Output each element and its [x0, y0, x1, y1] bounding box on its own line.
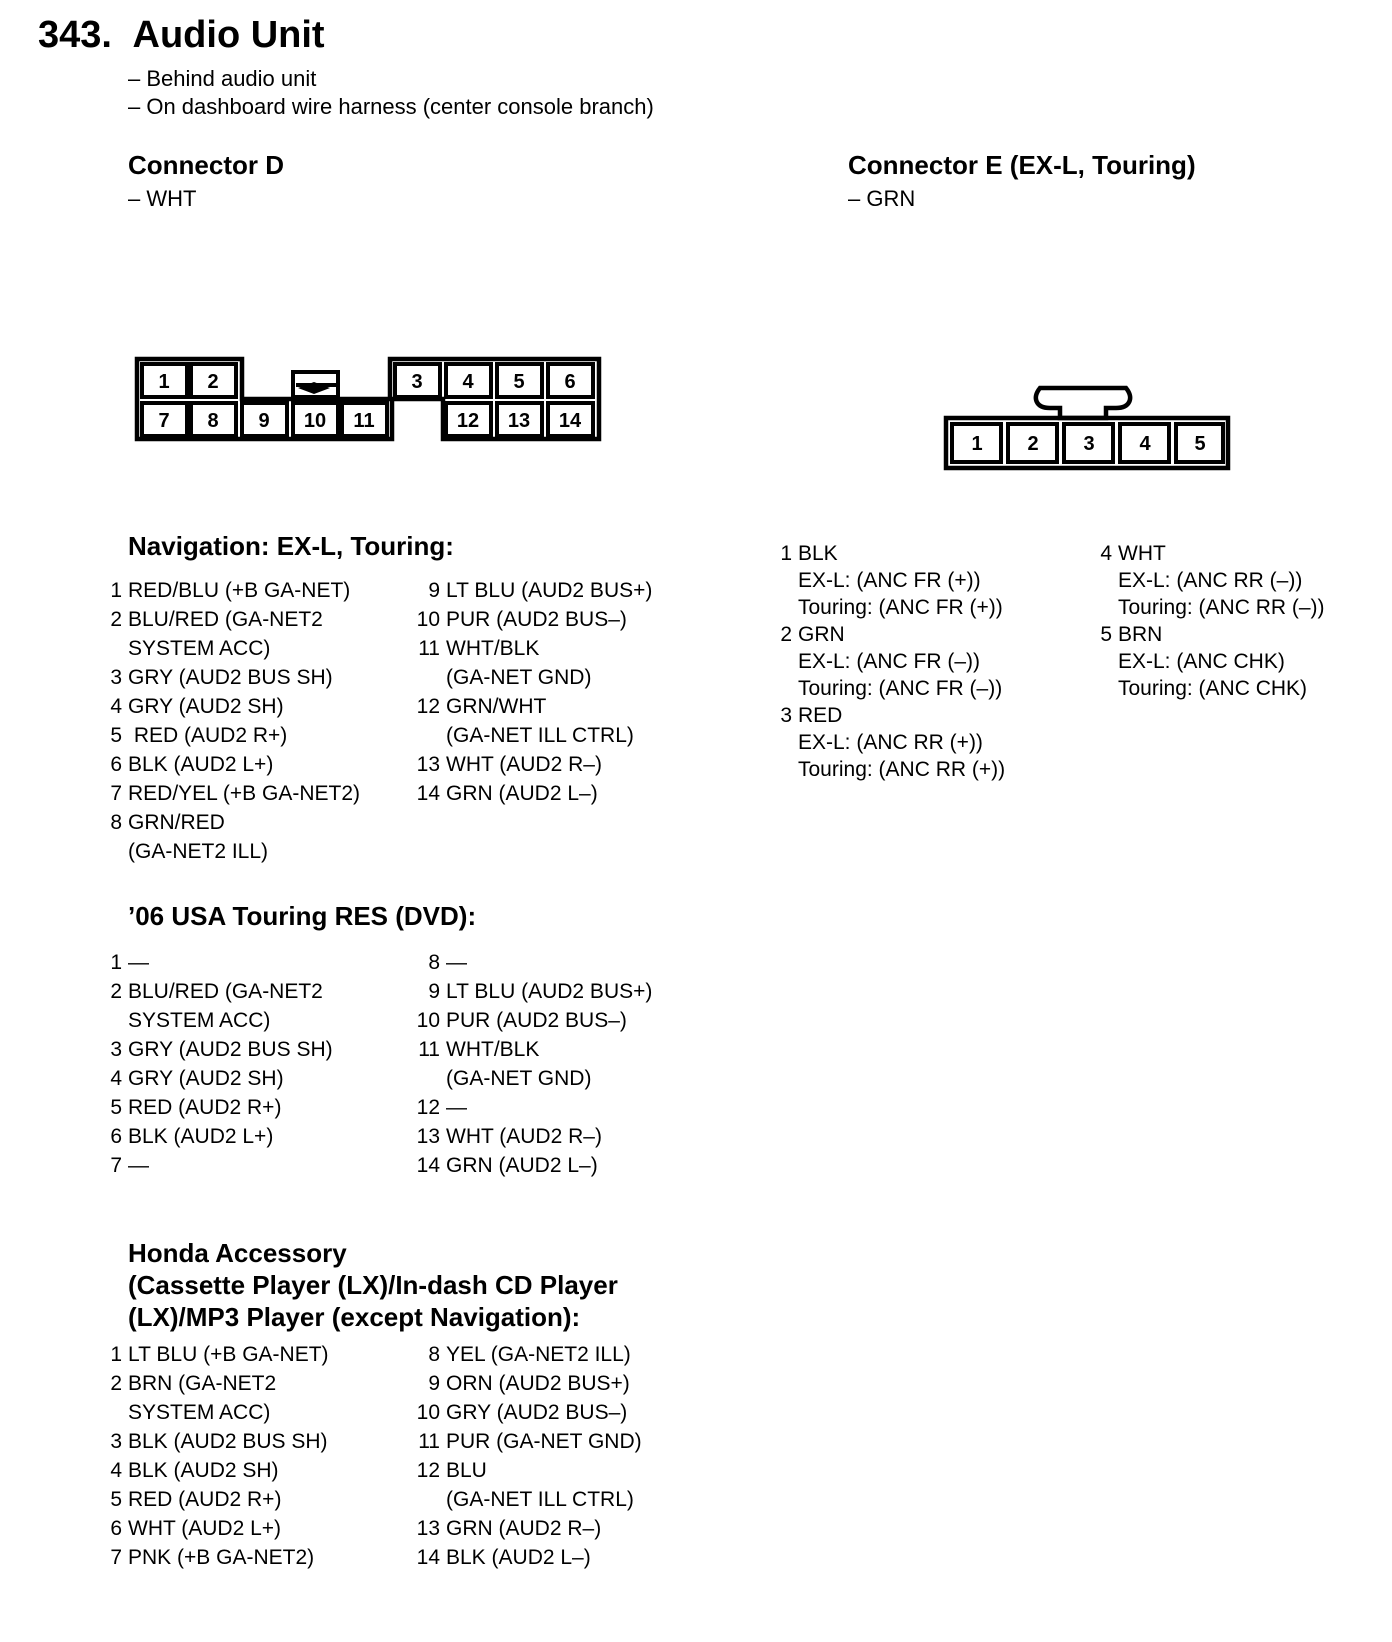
pin-entry — [102, 1122, 333, 1151]
pin-entry — [414, 750, 652, 779]
pin-description: (GA-NET ILL CTRL) — [446, 724, 634, 747]
pin-number: 1 — [110, 951, 122, 974]
pin-description: WHT (AUD2 L+) — [128, 1517, 282, 1540]
pin-entry — [414, 977, 652, 1006]
pin-description: PUR (GA-NET GND) — [446, 1430, 642, 1453]
pin-description: GRN/RED — [128, 811, 225, 834]
pin-description: SYSTEM ACC) — [128, 637, 271, 660]
pin-entry — [102, 1514, 329, 1543]
section-heading: Navigation: EX-L, Touring: — [128, 531, 454, 561]
section-heading: ’06 USA Touring RES (DVD): — [128, 901, 477, 931]
pin-entry — [102, 1456, 329, 1485]
pin-entry — [102, 1093, 333, 1122]
pin-description: — — [128, 1154, 149, 1177]
pin-entry — [414, 605, 652, 634]
connector-d-pin: 14 — [558, 410, 582, 432]
pin-number: 13 — [416, 1125, 440, 1148]
pin-description: RED (AUD2 R+) — [128, 1096, 282, 1119]
pin-entry — [414, 1035, 652, 1093]
pin-number: 10 — [416, 608, 440, 631]
pin-entry — [772, 540, 1005, 621]
pin-description: WHT (AUD2 R–) — [446, 1125, 602, 1148]
pin-description: BLU/RED (GA-NET2 — [128, 980, 323, 1003]
pin-entry — [102, 750, 360, 779]
connector-e-pin: 4 — [1139, 433, 1151, 455]
pin-entry — [102, 1151, 333, 1180]
pin-description: LT BLU (AUD2 BUS+) — [446, 579, 653, 602]
connector-d-color: – WHT — [128, 186, 197, 211]
pin-list — [414, 1340, 642, 1572]
pin-entry — [102, 1485, 329, 1514]
pin-description: RED (AUD2 R+) — [128, 1488, 282, 1511]
connector-e-pin: 2 — [1027, 433, 1039, 455]
connector-e-color: – GRN — [848, 186, 916, 211]
pin-entry — [772, 702, 1005, 783]
connector-e-pin-list — [772, 540, 1005, 783]
pin-description: (GA-NET2 ILL) — [128, 840, 269, 863]
pin-description: BLU/RED (GA-NET2 — [128, 608, 323, 631]
connector-e-pin: 3 — [1083, 433, 1095, 455]
pin-description: ORN (AUD2 BUS+) — [446, 1372, 630, 1395]
pin-entry — [102, 1543, 329, 1572]
connector-d-pin: 7 — [158, 410, 170, 432]
pin-description: — — [446, 951, 467, 974]
pin-entry — [1092, 621, 1325, 702]
pin-number: 11 — [418, 637, 440, 660]
connector-d-pin: 4 — [462, 371, 474, 393]
pin-number: 12 — [416, 695, 440, 718]
pin-description: GRN — [798, 623, 845, 646]
pin-entry — [414, 1398, 642, 1427]
pin-number: 6 — [110, 1517, 122, 1540]
pin-entry — [414, 1122, 652, 1151]
pin-entry — [414, 1514, 642, 1543]
page-title — [38, 14, 325, 57]
pin-description: GRN (AUD2 L–) — [446, 782, 598, 805]
connector-d-diagram — [130, 350, 610, 446]
pin-entry — [414, 1543, 642, 1572]
pin-number: 3 — [110, 666, 122, 689]
pin-number: 11 — [418, 1038, 440, 1061]
pin-description: (GA-NET ILL CTRL) — [446, 1488, 634, 1511]
pin-description: WHT — [1118, 542, 1166, 565]
pin-description: BLK (AUD2 SH) — [128, 1459, 279, 1482]
pin-description: EX-L: (ANC CHK) — [1118, 650, 1285, 673]
pin-number: 13 — [416, 753, 440, 776]
pin-description: BRN — [1118, 623, 1163, 646]
pin-entry — [414, 1006, 652, 1035]
section-heading-line: (LX)/MP3 Player (except Navigation): — [128, 1302, 581, 1332]
pin-entry — [414, 1151, 652, 1180]
pin-number: 9 — [428, 980, 440, 1003]
pin-entry — [102, 808, 360, 866]
pin-entry — [102, 605, 360, 663]
pin-number: 12 — [416, 1096, 440, 1119]
pin-number: 14 — [416, 782, 440, 805]
pin-number: 2 — [780, 623, 792, 646]
pin-description: GRN/WHT — [446, 695, 547, 718]
pin-list — [414, 948, 652, 1180]
pin-entry — [102, 1340, 329, 1369]
pin-entry — [102, 1064, 333, 1093]
pin-entry — [414, 779, 652, 808]
connector-d-pin: 8 — [207, 410, 219, 432]
pin-description: GRN (AUD2 L–) — [446, 1154, 598, 1177]
pin-list — [102, 1340, 329, 1572]
pin-description: LT BLU (+B GA-NET) — [128, 1343, 329, 1366]
connector-d-pin: 9 — [258, 410, 270, 432]
pin-number: 9 — [428, 1372, 440, 1395]
pin-number: 8 — [428, 1343, 440, 1366]
pin-description: PUR (AUD2 BUS–) — [446, 608, 627, 631]
pin-description: SYSTEM ACC) — [128, 1401, 271, 1424]
pin-entry — [102, 948, 333, 977]
pin-number: 6 — [110, 753, 122, 776]
pin-number: 4 — [1100, 542, 1112, 565]
pin-description: Touring: (ANC FR (–)) — [798, 677, 1003, 700]
pin-entry — [102, 1035, 333, 1064]
pin-description: EX-L: (ANC FR (+)) — [798, 569, 981, 592]
pin-number: 12 — [416, 1459, 440, 1482]
pin-description: Touring: (ANC RR (+)) — [798, 758, 1006, 781]
pin-number: 14 — [416, 1546, 440, 1569]
pin-number: 11 — [418, 1430, 440, 1453]
pin-description: GRY (AUD2 SH) — [128, 695, 284, 718]
pin-entry — [102, 576, 360, 605]
pin-description: BLK — [798, 542, 838, 565]
pin-number: 7 — [110, 1546, 122, 1569]
pin-description: GRY (AUD2 BUS SH) — [128, 666, 333, 689]
pin-description: BLK (AUD2 BUS SH) — [128, 1430, 328, 1453]
pin-description: — — [128, 951, 149, 974]
pin-entry — [414, 1456, 642, 1514]
pin-entry — [772, 621, 1005, 702]
pin-description: (GA-NET GND) — [446, 666, 592, 689]
pin-description: Touring: (ANC CHK) — [1118, 677, 1308, 700]
pin-number: 5 — [110, 724, 122, 747]
pin-number: 4 — [110, 695, 122, 718]
pin-description: EX-L: (ANC RR (–)) — [1118, 569, 1303, 592]
pin-description: GRY (AUD2 SH) — [128, 1067, 284, 1090]
connector-d-pin: 11 — [353, 410, 375, 432]
connector-d-pin: 5 — [513, 371, 525, 393]
pin-description: RED (AUD2 R+) — [128, 724, 288, 747]
location-line: – Behind audio unit — [128, 66, 317, 91]
connector-d-pin: 3 — [411, 371, 423, 393]
pin-number: 8 — [428, 951, 440, 974]
pin-description: RED — [798, 704, 843, 727]
connector-d-pin: 6 — [564, 371, 576, 393]
pin-entry — [414, 576, 652, 605]
connector-d-pin: 13 — [507, 410, 531, 432]
pin-number: 7 — [110, 1154, 122, 1177]
pin-entry — [414, 948, 652, 977]
pin-description: WHT/BLK — [446, 637, 540, 660]
location-line: – On dashboard wire harness (center console branch) — [128, 94, 654, 119]
pin-number: 5 — [110, 1488, 122, 1511]
connector-e-title: Connector E (EX-L, Touring) — [848, 150, 1196, 180]
pin-list — [102, 576, 360, 866]
pin-description: RED/BLU (+B GA-NET) — [128, 579, 351, 602]
pin-number: 2 — [110, 1372, 122, 1395]
pin-number: 1 — [110, 1343, 122, 1366]
pin-number: 6 — [110, 1125, 122, 1148]
pin-description: BLK (AUD2 L+) — [128, 1125, 274, 1148]
pin-entry — [102, 663, 360, 692]
pin-description: YEL (GA-NET2 ILL) — [446, 1343, 631, 1366]
pin-entry — [414, 1340, 642, 1369]
pin-number: 2 — [110, 608, 122, 631]
connector-d-pin: 2 — [207, 371, 219, 393]
connector-d-title: Connector D — [128, 150, 284, 180]
pin-number: 4 — [110, 1067, 122, 1090]
pin-number: 10 — [416, 1401, 440, 1424]
pin-entry — [414, 1427, 642, 1456]
pin-number: 8 — [110, 811, 122, 834]
connector-d-pin: 1 — [158, 371, 170, 393]
pin-entry — [102, 779, 360, 808]
pin-entry — [102, 977, 333, 1035]
pin-number: 3 — [110, 1430, 122, 1453]
pin-description: BRN (GA-NET2 — [128, 1372, 277, 1395]
pin-description: PUR (AUD2 BUS–) — [446, 1009, 627, 1032]
section-heading-line: Honda Accessory — [128, 1238, 347, 1268]
pin-number: 5 — [1100, 623, 1112, 646]
connector-d-pin: 12 — [456, 410, 480, 432]
pin-description: BLU — [446, 1459, 487, 1482]
section-heading-line: (Cassette Player (LX)/In-dash CD Player — [128, 1270, 618, 1300]
connector-e-diagram — [940, 378, 1240, 474]
pin-entry — [102, 1427, 329, 1456]
pin-number: 2 — [110, 980, 122, 1003]
pin-entry — [102, 1369, 329, 1427]
pin-entry — [102, 721, 360, 750]
connector-d-pin: 10 — [303, 410, 327, 432]
pin-description: Touring: (ANC FR (+)) — [798, 596, 1003, 619]
pin-entry — [414, 1369, 642, 1398]
pin-description: LT BLU (AUD2 BUS+) — [446, 980, 653, 1003]
pin-list — [102, 948, 333, 1180]
pin-description: — — [446, 1096, 467, 1119]
pin-description: WHT/BLK — [446, 1038, 540, 1061]
pin-number: 3 — [110, 1038, 122, 1061]
pin-description: GRN (AUD2 R–) — [446, 1517, 602, 1540]
pin-description: (GA-NET GND) — [446, 1067, 592, 1090]
pin-description: BLK (AUD2 L+) — [128, 753, 274, 776]
pin-number: 1 — [110, 579, 122, 602]
section-heading — [128, 1237, 618, 1333]
section-number: 343. — [38, 14, 112, 56]
pin-number: 9 — [428, 579, 440, 602]
pin-description: GRY (AUD2 BUS–) — [446, 1401, 628, 1424]
pin-description: EX-L: (ANC RR (+)) — [798, 731, 983, 754]
pin-number: 10 — [416, 1009, 440, 1032]
pin-entry — [414, 692, 652, 750]
pin-number: 3 — [780, 704, 792, 727]
pin-entry — [102, 692, 360, 721]
pin-list — [414, 576, 652, 808]
pin-number: 7 — [110, 782, 122, 805]
pin-description: GRY (AUD2 BUS SH) — [128, 1038, 333, 1061]
pin-entry — [414, 1093, 652, 1122]
connector-e-pin: 5 — [1194, 433, 1206, 455]
pin-description: SYSTEM ACC) — [128, 1009, 271, 1032]
pin-number: 13 — [416, 1517, 440, 1540]
pin-number: 14 — [416, 1154, 440, 1177]
pin-entry — [414, 634, 652, 692]
pin-number: 5 — [110, 1096, 122, 1119]
pin-entry — [1092, 540, 1325, 621]
pin-description: Touring: (ANC RR (–)) — [1118, 596, 1325, 619]
section-title: Audio Unit — [132, 14, 325, 56]
pin-description: RED/YEL (+B GA-NET2) — [128, 782, 361, 805]
pin-number: 4 — [110, 1459, 122, 1482]
connector-e-lock — [1036, 388, 1130, 418]
connector-key-lock — [296, 382, 336, 394]
pin-description: BLK (AUD2 L–) — [446, 1546, 591, 1569]
connector-e-pin: 1 — [971, 433, 983, 455]
pin-description: WHT (AUD2 R–) — [446, 753, 602, 776]
connector-e-pin-list — [1092, 540, 1325, 702]
pin-description: EX-L: (ANC FR (–)) — [798, 650, 981, 673]
pin-number: 1 — [780, 542, 792, 565]
pin-description: PNK (+B GA-NET2) — [128, 1546, 315, 1569]
